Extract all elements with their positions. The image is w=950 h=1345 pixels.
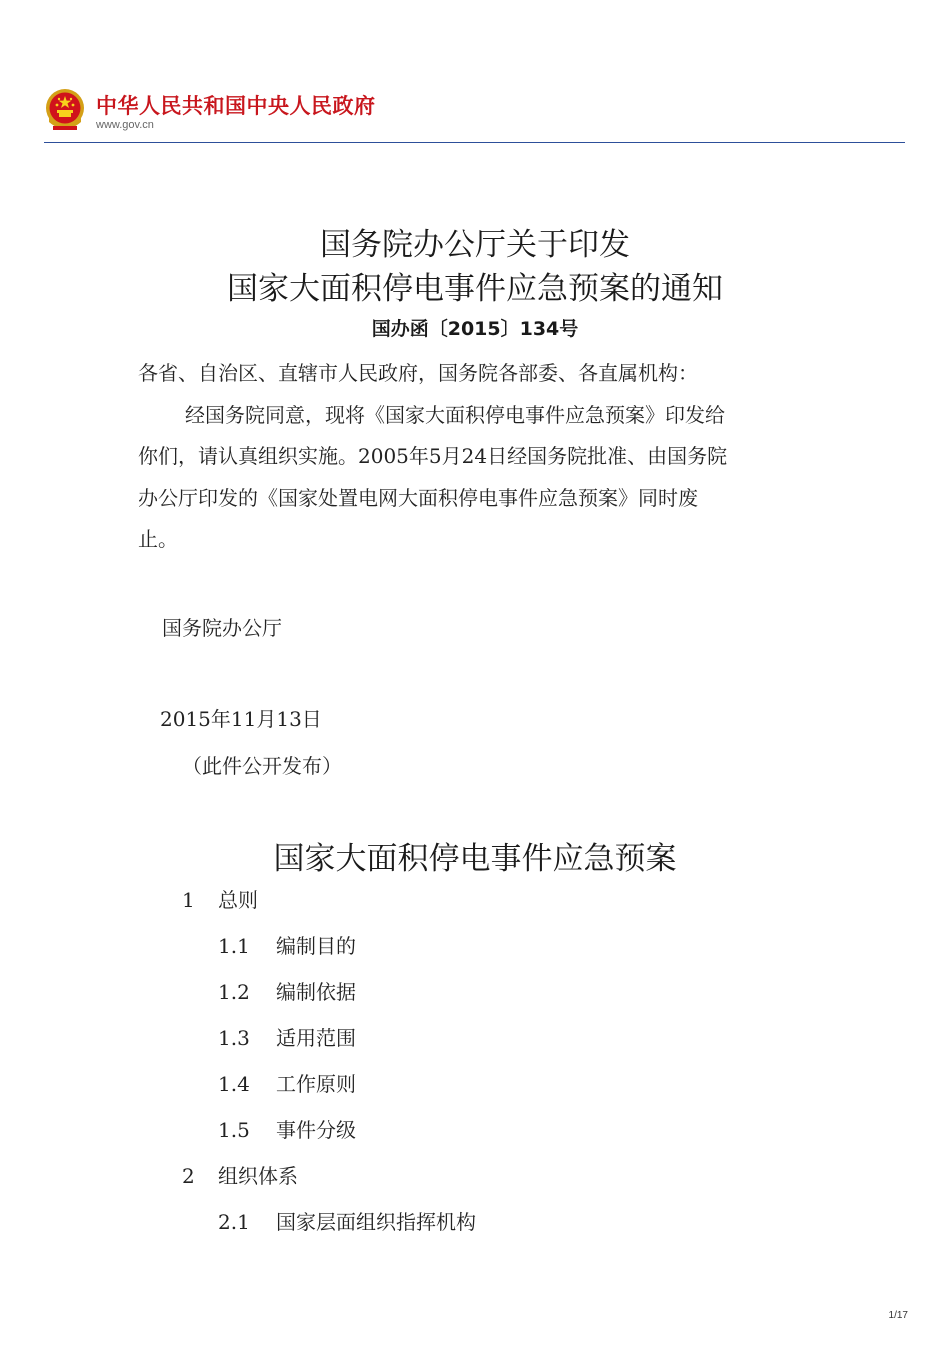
body-line-4: 止。 — [138, 527, 178, 551]
toc-item — [218, 1068, 356, 1097]
page-number: 1/17 — [888, 1310, 908, 1321]
toc-item — [218, 1206, 476, 1235]
notice-title-line2: 国家大面积停电事件应急预案的通知 — [227, 271, 723, 307]
site-name[interactable]: 中华人民共和国中央人民政府 — [96, 94, 376, 118]
toc-item — [182, 1160, 298, 1189]
document-number: 国办函〔2015〕134号 — [371, 318, 579, 340]
header-divider — [44, 142, 905, 143]
toc-number: 2 — [182, 1164, 195, 1188]
toc-label: 事件分级 — [276, 1118, 356, 1142]
salutation: 各省、自治区、直辖市人民政府，国务院各部委、各直属机构： — [138, 361, 698, 385]
toc-label: 工作原则 — [276, 1072, 356, 1096]
toc-label: 编制目的 — [276, 934, 356, 958]
toc-number: 1.5 — [218, 1118, 250, 1142]
toc-label: 组织体系 — [218, 1164, 298, 1188]
plan-title: 国家大面积停电事件应急预案 — [273, 841, 677, 877]
toc-number: 1.1 — [218, 934, 250, 958]
toc-number: 1.2 — [218, 980, 250, 1004]
toc-label: 编制依据 — [276, 980, 356, 1004]
toc-number: 1.4 — [218, 1072, 250, 1096]
publicity-note: （此件公开发布） — [182, 754, 342, 778]
national-emblem-icon — [44, 88, 86, 134]
toc-label: 国家层面组织指挥机构 — [276, 1210, 476, 1234]
toc-item — [218, 930, 356, 959]
body-line-3: 办公厅印发的《国家处置电网大面积停电事件应急预案》同时废 — [138, 486, 698, 510]
toc-label: 总则 — [218, 888, 258, 912]
toc-number: 1 — [182, 888, 195, 912]
notice-title-line1: 国务院办公厅关于印发 — [320, 227, 630, 263]
toc-number: 1.3 — [218, 1026, 250, 1050]
body-line-2: 你们，请认真组织实施。2005年5月24日经国务院批准、由国务院 — [138, 444, 728, 468]
toc-item — [218, 1022, 356, 1051]
toc-item — [218, 976, 356, 1005]
body-line-1: 经国务院同意，现将《国家大面积停电事件应急预案》印发给 — [185, 403, 725, 427]
site-url[interactable]: www.gov.cn — [96, 119, 154, 131]
site-header — [44, 86, 904, 144]
toc-item — [182, 884, 258, 913]
toc-label: 适用范围 — [276, 1026, 356, 1050]
signature-org: 国务院办公厅 — [162, 616, 282, 640]
toc-item — [218, 1114, 356, 1143]
signature-date: 2015年11月13日 — [160, 707, 322, 731]
toc-number: 2.1 — [218, 1210, 250, 1234]
